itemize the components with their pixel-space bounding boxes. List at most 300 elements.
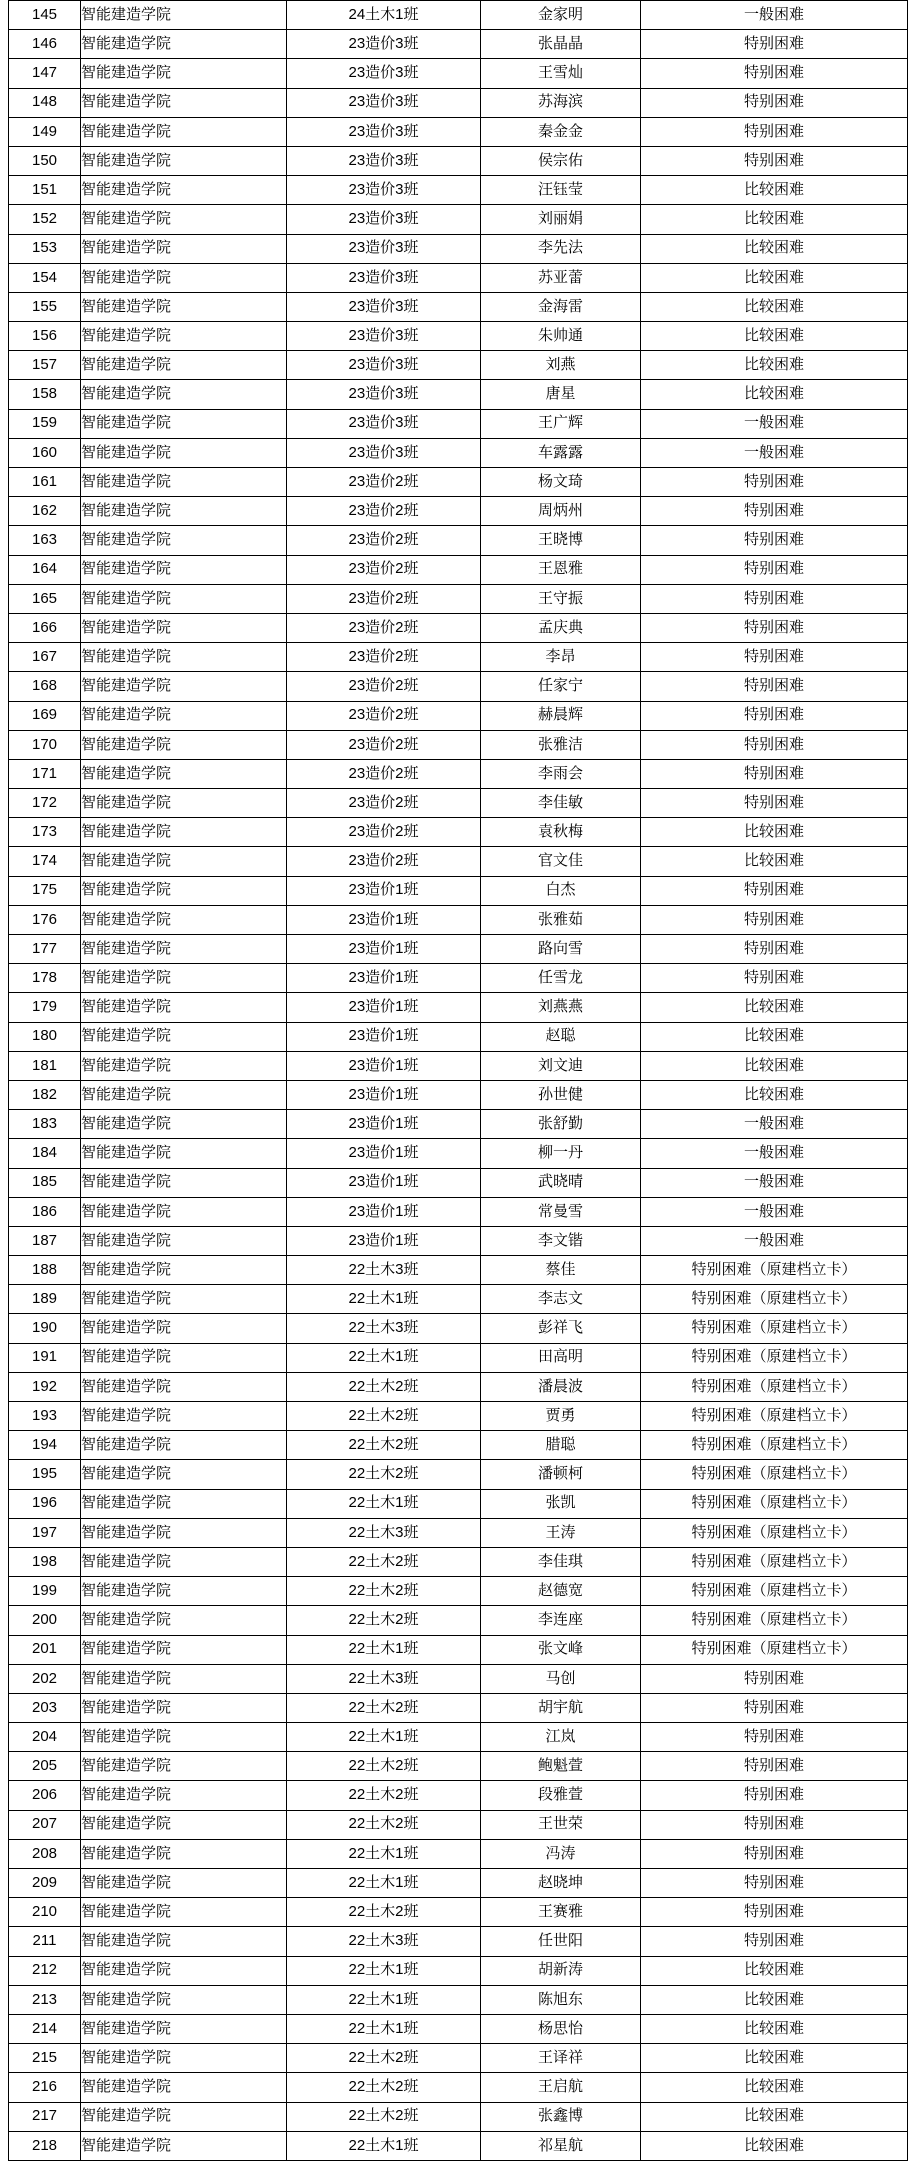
row-level: 比较困难	[641, 993, 908, 1022]
row-index: 145	[9, 1, 81, 30]
row-index: 152	[9, 205, 81, 234]
table-row	[9, 1256, 908, 1285]
table-row	[9, 1664, 908, 1693]
table-row	[9, 1402, 908, 1431]
row-level: 特别困难（原建档立卡）	[641, 1372, 908, 1401]
row-index: 149	[9, 117, 81, 146]
row-college: 智能建造学院	[81, 1489, 287, 1518]
table-row	[9, 1606, 908, 1635]
row-index: 164	[9, 555, 81, 584]
row-level: 特别困难	[641, 1869, 908, 1898]
row-name: 李文锴	[481, 1226, 641, 1255]
row-name: 苏亚蕾	[481, 263, 641, 292]
row-index: 213	[9, 1985, 81, 2014]
row-level: 特别困难	[641, 88, 908, 117]
row-college: 智能建造学院	[81, 88, 287, 117]
row-name: 金家明	[481, 1, 641, 30]
row-class: 23造价3班	[287, 322, 481, 351]
row-class: 22土木1班	[287, 2014, 481, 2043]
table-row	[9, 2044, 908, 2073]
row-class: 23造价2班	[287, 584, 481, 613]
row-college: 智能建造学院	[81, 1723, 287, 1752]
table-row	[9, 1956, 908, 1985]
row-level: 特别困难（原建档立卡）	[641, 1577, 908, 1606]
row-class: 22土木2班	[287, 1898, 481, 1927]
row-name: 张舒勤	[481, 1110, 641, 1139]
row-college: 智能建造学院	[81, 2131, 287, 2160]
table-row	[9, 1635, 908, 1664]
row-index: 157	[9, 351, 81, 380]
row-college: 智能建造学院	[81, 1781, 287, 1810]
row-level: 比较困难	[641, 176, 908, 205]
row-name: 赵聪	[481, 1022, 641, 1051]
table-row	[9, 497, 908, 526]
row-index: 197	[9, 1518, 81, 1547]
row-index: 188	[9, 1256, 81, 1285]
row-name: 胡宇航	[481, 1693, 641, 1722]
table-row	[9, 701, 908, 730]
row-index: 181	[9, 1051, 81, 1080]
row-class: 22土木3班	[287, 1314, 481, 1343]
row-level: 特别困难（原建档立卡）	[641, 1314, 908, 1343]
table-row	[9, 1197, 908, 1226]
row-index: 162	[9, 497, 81, 526]
row-index: 148	[9, 88, 81, 117]
row-name: 彭祥飞	[481, 1314, 641, 1343]
row-class: 22土木2班	[287, 1810, 481, 1839]
row-level: 特别困难（原建档立卡）	[641, 1256, 908, 1285]
table-row	[9, 380, 908, 409]
table-row	[9, 935, 908, 964]
row-class: 22土木3班	[287, 1518, 481, 1547]
row-name: 苏海滨	[481, 88, 641, 117]
row-index: 177	[9, 935, 81, 964]
row-class: 23造价2班	[287, 701, 481, 730]
row-index: 202	[9, 1664, 81, 1693]
row-name: 王雪灿	[481, 59, 641, 88]
row-name: 李连座	[481, 1606, 641, 1635]
row-index: 209	[9, 1869, 81, 1898]
row-level: 特别困难	[641, 701, 908, 730]
row-index: 210	[9, 1898, 81, 1927]
row-name: 王恩雅	[481, 555, 641, 584]
table-row	[9, 1, 908, 30]
row-index: 158	[9, 380, 81, 409]
row-name: 刘丽娟	[481, 205, 641, 234]
row-level: 特别困难（原建档立卡）	[641, 1402, 908, 1431]
row-level: 特别困难	[641, 905, 908, 934]
row-name: 汪钰莹	[481, 176, 641, 205]
row-college: 智能建造学院	[81, 1606, 287, 1635]
row-level: 特别困难	[641, 146, 908, 175]
table-row	[9, 234, 908, 263]
table-row	[9, 59, 908, 88]
row-college: 智能建造学院	[81, 1985, 287, 2014]
row-class: 23造价3班	[287, 234, 481, 263]
row-college: 智能建造学院	[81, 1285, 287, 1314]
row-name: 张晶晶	[481, 30, 641, 59]
row-class: 23造价3班	[287, 351, 481, 380]
row-level: 一般困难	[641, 1, 908, 30]
row-level: 比较困难	[641, 322, 908, 351]
row-class: 23造价3班	[287, 30, 481, 59]
row-college: 智能建造学院	[81, 292, 287, 321]
row-college: 智能建造学院	[81, 1752, 287, 1781]
table-row	[9, 1985, 908, 2014]
row-class: 23造价3班	[287, 205, 481, 234]
row-level: 特别困难	[641, 1927, 908, 1956]
row-name: 马创	[481, 1664, 641, 1693]
row-college: 智能建造学院	[81, 409, 287, 438]
row-name: 潘顿柯	[481, 1460, 641, 1489]
row-index: 215	[9, 2044, 81, 2073]
row-level: 一般困难	[641, 1110, 908, 1139]
row-college: 智能建造学院	[81, 176, 287, 205]
row-level: 特别困难	[641, 1723, 908, 1752]
row-college: 智能建造学院	[81, 1168, 287, 1197]
row-class: 23造价1班	[287, 935, 481, 964]
table-row	[9, 176, 908, 205]
row-level: 特别困难	[641, 935, 908, 964]
row-class: 23造价2班	[287, 613, 481, 642]
row-class: 23造价2班	[287, 643, 481, 672]
row-college: 智能建造学院	[81, 263, 287, 292]
row-name: 秦金金	[481, 117, 641, 146]
row-name: 任世阳	[481, 1927, 641, 1956]
row-name: 柳一丹	[481, 1139, 641, 1168]
row-class: 22土木1班	[287, 1956, 481, 1985]
row-name: 杨思怡	[481, 2014, 641, 2043]
row-level: 特别困难	[641, 789, 908, 818]
row-index: 199	[9, 1577, 81, 1606]
row-name: 段雅萱	[481, 1781, 641, 1810]
table-row	[9, 789, 908, 818]
row-college: 智能建造学院	[81, 526, 287, 555]
row-name: 袁秋梅	[481, 818, 641, 847]
row-name: 任家宁	[481, 672, 641, 701]
row-name: 贾勇	[481, 1402, 641, 1431]
row-class: 22土木2班	[287, 1372, 481, 1401]
row-college: 智能建造学院	[81, 2073, 287, 2102]
row-college: 智能建造学院	[81, 1051, 287, 1080]
row-name: 路向雪	[481, 935, 641, 964]
row-index: 172	[9, 789, 81, 818]
row-level: 特别困难	[641, 526, 908, 555]
row-class: 23造价1班	[287, 1226, 481, 1255]
row-name: 田高明	[481, 1343, 641, 1372]
row-level: 特别困难	[641, 117, 908, 146]
row-index: 163	[9, 526, 81, 555]
row-class: 22土木2班	[287, 1577, 481, 1606]
table-row	[9, 613, 908, 642]
row-college: 智能建造学院	[81, 468, 287, 497]
row-class: 23造价1班	[287, 1022, 481, 1051]
row-level: 比较困难	[641, 205, 908, 234]
row-level: 特别困难	[641, 730, 908, 759]
row-class: 22土木2班	[287, 1402, 481, 1431]
row-class: 23造价1班	[287, 1197, 481, 1226]
row-college: 智能建造学院	[81, 1547, 287, 1576]
row-class: 23造价3班	[287, 146, 481, 175]
row-college: 智能建造学院	[81, 1693, 287, 1722]
row-level: 特别困难	[641, 643, 908, 672]
row-college: 智能建造学院	[81, 1927, 287, 1956]
row-class: 23造价2班	[287, 847, 481, 876]
row-name: 王世荣	[481, 1810, 641, 1839]
row-index: 174	[9, 847, 81, 876]
row-class: 23造价2班	[287, 555, 481, 584]
row-index: 196	[9, 1489, 81, 1518]
row-class: 23造价3班	[287, 438, 481, 467]
table-row	[9, 993, 908, 1022]
row-class: 22土木1班	[287, 1285, 481, 1314]
row-college: 智能建造学院	[81, 672, 287, 701]
row-class: 22土木2班	[287, 2073, 481, 2102]
row-name: 李昂	[481, 643, 641, 672]
row-college: 智能建造学院	[81, 1664, 287, 1693]
row-class: 22土木2班	[287, 1460, 481, 1489]
row-index: 189	[9, 1285, 81, 1314]
row-college: 智能建造学院	[81, 1577, 287, 1606]
table-row	[9, 409, 908, 438]
row-college: 智能建造学院	[81, 935, 287, 964]
row-index: 154	[9, 263, 81, 292]
table-row	[9, 1518, 908, 1547]
table-row	[9, 263, 908, 292]
row-college: 智能建造学院	[81, 1518, 287, 1547]
row-index: 186	[9, 1197, 81, 1226]
row-college: 智能建造学院	[81, 146, 287, 175]
row-name: 常曼雪	[481, 1197, 641, 1226]
row-college: 智能建造学院	[81, 1, 287, 30]
row-index: 206	[9, 1781, 81, 1810]
row-class: 22土木1班	[287, 2131, 481, 2160]
row-level: 比较困难	[641, 1956, 908, 1985]
row-level: 一般困难	[641, 1139, 908, 1168]
row-index: 147	[9, 59, 81, 88]
row-index: 165	[9, 584, 81, 613]
row-name: 孙世健	[481, 1080, 641, 1109]
table-row	[9, 1489, 908, 1518]
row-college: 智能建造学院	[81, 1402, 287, 1431]
table-row	[9, 584, 908, 613]
row-name: 李佳敏	[481, 789, 641, 818]
row-college: 智能建造学院	[81, 1460, 287, 1489]
row-level: 一般困难	[641, 1226, 908, 1255]
row-index: 150	[9, 146, 81, 175]
row-level: 特别困难	[641, 1898, 908, 1927]
row-index: 151	[9, 176, 81, 205]
row-college: 智能建造学院	[81, 1431, 287, 1460]
row-index: 207	[9, 1810, 81, 1839]
row-index: 190	[9, 1314, 81, 1343]
table-row	[9, 964, 908, 993]
row-name: 腊聪	[481, 1431, 641, 1460]
row-name: 朱帅通	[481, 322, 641, 351]
row-name: 白杰	[481, 876, 641, 905]
row-index: 179	[9, 993, 81, 1022]
row-level: 特别困难	[641, 759, 908, 788]
row-level: 比较困难	[641, 1051, 908, 1080]
table-row	[9, 1723, 908, 1752]
table-row	[9, 1343, 908, 1372]
row-level: 特别困难（原建档立卡）	[641, 1431, 908, 1460]
row-class: 22土木3班	[287, 1256, 481, 1285]
row-index: 191	[9, 1343, 81, 1372]
row-index: 214	[9, 2014, 81, 2043]
row-level: 比较困难	[641, 380, 908, 409]
row-level: 特别困难	[641, 497, 908, 526]
row-class: 22土木3班	[287, 1664, 481, 1693]
row-college: 智能建造学院	[81, 555, 287, 584]
row-name: 刘燕	[481, 351, 641, 380]
row-college: 智能建造学院	[81, 380, 287, 409]
table-row	[9, 876, 908, 905]
row-level: 特别困难	[641, 964, 908, 993]
row-index: 176	[9, 905, 81, 934]
row-level: 特别困难（原建档立卡）	[641, 1343, 908, 1372]
row-level: 比较困难	[641, 2131, 908, 2160]
row-class: 22土木2班	[287, 1752, 481, 1781]
row-name: 祁星航	[481, 2131, 641, 2160]
table-row	[9, 847, 908, 876]
row-index: 211	[9, 1927, 81, 1956]
row-index: 171	[9, 759, 81, 788]
row-index: 218	[9, 2131, 81, 2160]
row-class: 22土木1班	[287, 1343, 481, 1372]
row-level: 特别困难	[641, 1664, 908, 1693]
row-name: 胡新涛	[481, 1956, 641, 1985]
row-name: 周炳州	[481, 497, 641, 526]
row-level: 特别困难	[641, 1752, 908, 1781]
row-index: 167	[9, 643, 81, 672]
row-level: 比较困难	[641, 2102, 908, 2131]
table-row	[9, 555, 908, 584]
row-college: 智能建造学院	[81, 1839, 287, 1868]
row-level: 比较困难	[641, 1022, 908, 1051]
row-class: 23造价1班	[287, 876, 481, 905]
table-row	[9, 1372, 908, 1401]
row-level: 比较困难	[641, 292, 908, 321]
row-name: 李志文	[481, 1285, 641, 1314]
row-college: 智能建造学院	[81, 613, 287, 642]
row-name: 王涛	[481, 1518, 641, 1547]
row-college: 智能建造学院	[81, 1869, 287, 1898]
row-college: 智能建造学院	[81, 584, 287, 613]
row-index: 161	[9, 468, 81, 497]
row-class: 22土木2班	[287, 1693, 481, 1722]
row-name: 潘晨波	[481, 1372, 641, 1401]
row-level: 特别困难（原建档立卡）	[641, 1518, 908, 1547]
row-college: 智能建造学院	[81, 1256, 287, 1285]
row-class: 23造价1班	[287, 1110, 481, 1139]
table-row	[9, 1810, 908, 1839]
row-college: 智能建造学院	[81, 876, 287, 905]
row-level: 特别困难	[641, 1781, 908, 1810]
row-name: 李佳琪	[481, 1547, 641, 1576]
row-level: 特别困难	[641, 59, 908, 88]
row-name: 刘燕燕	[481, 993, 641, 1022]
row-class: 22土木1班	[287, 1635, 481, 1664]
row-level: 比较困难	[641, 234, 908, 263]
student-roster-table	[8, 0, 908, 2161]
row-class: 22土木1班	[287, 1489, 481, 1518]
row-class: 23造价1班	[287, 964, 481, 993]
table-row	[9, 438, 908, 467]
row-index: 208	[9, 1839, 81, 1868]
row-class: 22土木1班	[287, 1985, 481, 2014]
row-index: 216	[9, 2073, 81, 2102]
row-level: 比较困难	[641, 2073, 908, 2102]
row-class: 23造价1班	[287, 1080, 481, 1109]
row-college: 智能建造学院	[81, 964, 287, 993]
row-name: 张雅茹	[481, 905, 641, 934]
row-index: 175	[9, 876, 81, 905]
table-row	[9, 1226, 908, 1255]
table-row	[9, 672, 908, 701]
row-index: 155	[9, 292, 81, 321]
table-row	[9, 2102, 908, 2131]
row-class: 23造价2班	[287, 818, 481, 847]
table-row	[9, 1781, 908, 1810]
row-level: 特别困难	[641, 584, 908, 613]
table-row	[9, 1080, 908, 1109]
row-name: 王广辉	[481, 409, 641, 438]
row-name: 李先法	[481, 234, 641, 263]
row-level: 一般困难	[641, 438, 908, 467]
table-row	[9, 730, 908, 759]
row-name: 侯宗佑	[481, 146, 641, 175]
row-name: 唐星	[481, 380, 641, 409]
row-index: 201	[9, 1635, 81, 1664]
row-class: 23造价1班	[287, 1139, 481, 1168]
row-college: 智能建造学院	[81, 701, 287, 730]
row-index: 159	[9, 409, 81, 438]
row-name: 李雨会	[481, 759, 641, 788]
row-level: 比较困难	[641, 2014, 908, 2043]
row-class: 23造价1班	[287, 905, 481, 934]
table-row	[9, 1285, 908, 1314]
row-class: 23造价1班	[287, 1168, 481, 1197]
row-class: 22土木2班	[287, 1431, 481, 1460]
row-class: 22土木2班	[287, 1606, 481, 1635]
row-index: 203	[9, 1693, 81, 1722]
row-level: 一般困难	[641, 1197, 908, 1226]
row-college: 智能建造学院	[81, 351, 287, 380]
row-level: 特别困难（原建档立卡）	[641, 1285, 908, 1314]
row-level: 一般困难	[641, 1168, 908, 1197]
table-row	[9, 1927, 908, 1956]
row-name: 赫晨辉	[481, 701, 641, 730]
row-index: 146	[9, 30, 81, 59]
row-name: 张凯	[481, 1489, 641, 1518]
row-college: 智能建造学院	[81, 117, 287, 146]
row-level: 特别困难（原建档立卡）	[641, 1547, 908, 1576]
row-index: 192	[9, 1372, 81, 1401]
row-class: 22土木2班	[287, 2102, 481, 2131]
row-index: 169	[9, 701, 81, 730]
row-class: 23造价3班	[287, 88, 481, 117]
row-college: 智能建造学院	[81, 59, 287, 88]
row-college: 智能建造学院	[81, 205, 287, 234]
table-row	[9, 1693, 908, 1722]
row-index: 156	[9, 322, 81, 351]
table-row	[9, 759, 908, 788]
table-row	[9, 1431, 908, 1460]
row-college: 智能建造学院	[81, 1314, 287, 1343]
row-level: 比较困难	[641, 818, 908, 847]
row-index: 212	[9, 1956, 81, 1985]
